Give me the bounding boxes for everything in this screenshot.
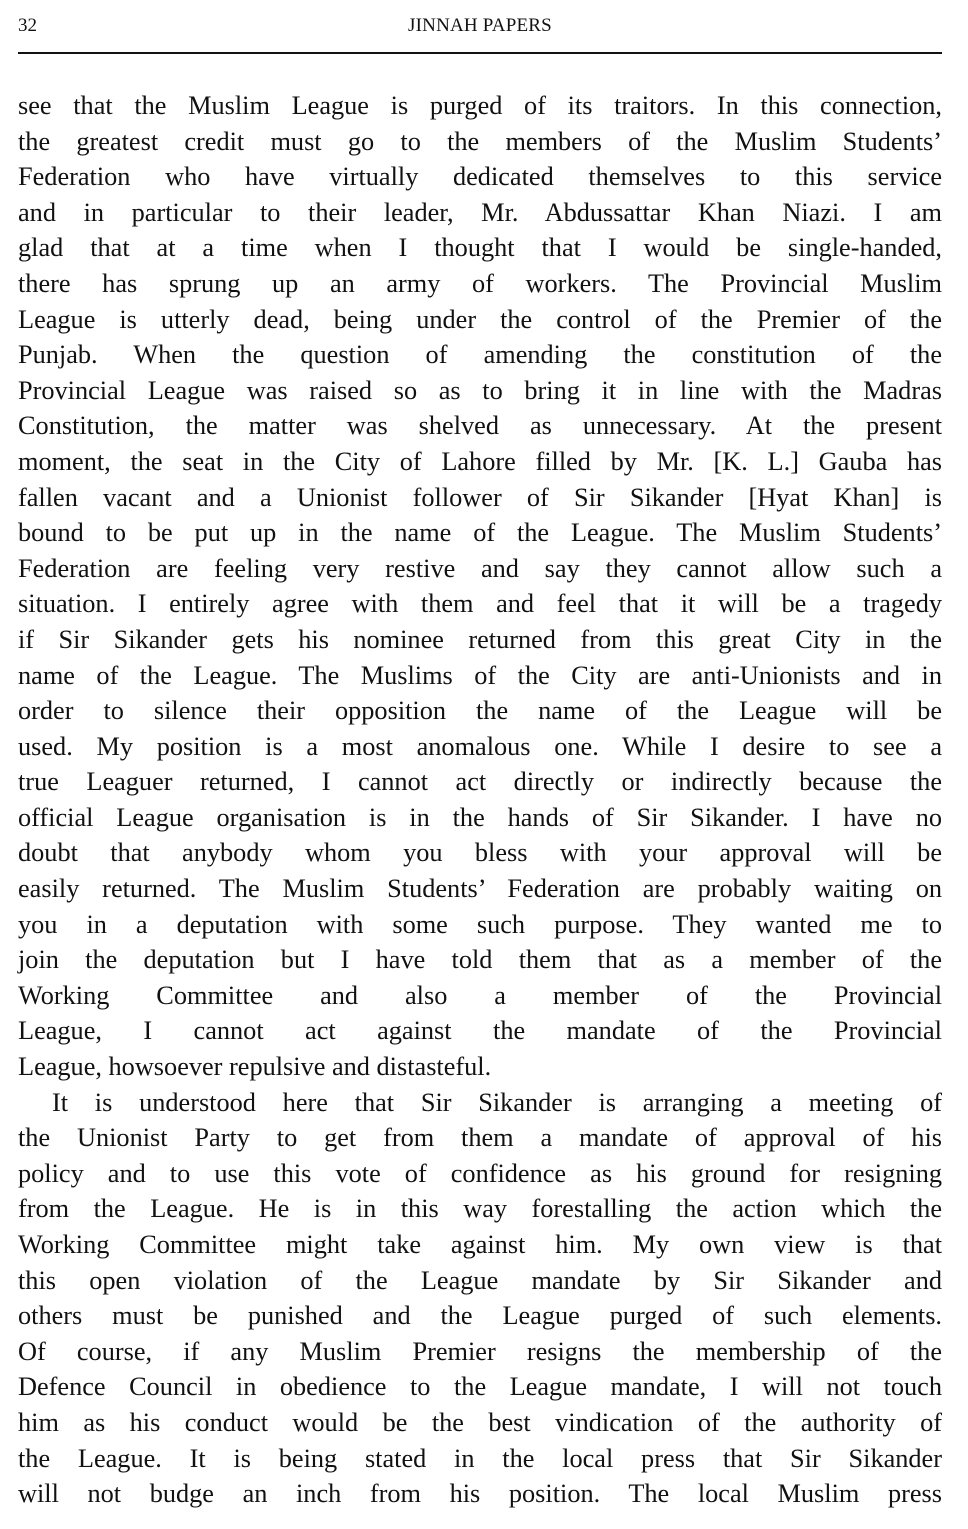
running-title: JINNAH PAPERS xyxy=(408,15,552,36)
text-line: Working Committee and also a member of the Provincial xyxy=(18,980,942,1010)
text-line: him as his conduct would be the best vindication of the authority of xyxy=(18,1407,942,1437)
paragraph-2 xyxy=(18,1085,942,1512)
text-line: fallen vacant and a Unionist follower of Sir Sikander [Hyat Khan] is xyxy=(18,482,942,512)
text-line: Federation who have virtually dedicated themselves to this service xyxy=(18,162,942,192)
text-line: doubt that anybody whom you bless with your approval will be xyxy=(18,838,942,868)
text-line: League is utterly dead, being under the control of the Premier of the xyxy=(18,304,942,334)
text-line: League, howsoever repulsive and distasteful. xyxy=(18,1052,492,1082)
page-header xyxy=(18,12,942,42)
text-line: the League. It is being stated in the local press that Sir Sikander xyxy=(18,1443,942,1473)
text-line: you in a deputation with some such purpose. They wanted me to xyxy=(18,909,942,939)
text-line: It is understood here that Sir Sikander is arranging a meeting of xyxy=(52,1087,942,1117)
text-line: order to silence their opposition the name of the League will be xyxy=(18,696,942,726)
text-line: name of the League. The Muslims of the City are anti-Unionists and in xyxy=(18,660,942,690)
text-line: will not budge an inch from his position. The local Muslim press xyxy=(18,1479,942,1509)
paragraph-1 xyxy=(18,88,942,1085)
text-line: join the deputation but I have told them that as a member of the xyxy=(18,945,942,975)
text-line: bound to be put up in the name of the League. The Muslim Students’ xyxy=(18,518,942,548)
text-line: there has sprung up an army of workers. The Provincial Muslim xyxy=(18,268,942,298)
text-line: and in particular to their leader, Mr. Abdussattar Khan Niazi. I am xyxy=(18,197,942,227)
text-line: Working Committee might take against him. My own view is that xyxy=(18,1230,942,1259)
text-line: this open violation of the League mandate by Sir Sikander and xyxy=(18,1265,942,1295)
text-line: Defence Council in obedience to the League mandate, I will not touch xyxy=(18,1372,942,1402)
body-text xyxy=(18,88,942,1512)
text-line: true Leaguer returned, I cannot act directly or indirectly because the xyxy=(18,767,942,797)
text-line: others must be punished and the League purged of such elements. xyxy=(18,1301,942,1331)
text-line: the Unionist Party to get from them a mandate of approval of his xyxy=(18,1123,942,1153)
text-line: easily returned. The Muslim Students’ Federation are probably waiting on xyxy=(18,874,942,904)
text-line: Of course, if any Muslim Premier resigns the membership of the xyxy=(18,1336,942,1366)
text-line: Provincial League was raised so as to bring it in line with the Madras xyxy=(18,375,942,405)
page-number: 32 xyxy=(18,15,37,36)
text-line: Punjab. When the question of amending the constitution of the xyxy=(18,340,942,370)
text-line: official League organisation is in the hands of Sir Sikander. I have no xyxy=(18,802,942,832)
text-line: League, I cannot act against the mandate of the Provincial xyxy=(18,1016,942,1046)
text-line: used. My position is a most anomalous one. While I desire to see a xyxy=(18,731,942,761)
text-line: if Sir Sikander gets his nominee returned from this great City in the xyxy=(18,624,942,654)
text-line: policy and to use this vote of confidence as his ground for resigning xyxy=(18,1158,942,1188)
text-line: situation. I entirely agree with them and feel that it will be a tragedy xyxy=(18,589,942,619)
text-line: Federation are feeling very restive and say they cannot allow such a xyxy=(18,553,942,583)
text-line: Constitution, the matter was shelved as unnecessary. At the present xyxy=(18,411,942,441)
header-rule xyxy=(18,52,942,54)
text-line: from the League. He is in this way forestalling the action which the xyxy=(18,1194,942,1224)
text-line: the greatest credit must go to the members of the Muslim Students’ xyxy=(18,126,942,156)
text-line: glad that at a time when I thought that I would be single-handed, xyxy=(18,233,942,263)
text-line: moment, the seat in the City of Lahore filled by Mr. [K. L.] Gauba has xyxy=(18,446,942,476)
text-line: see that the Muslim League is purged of its traitors. In this connection, xyxy=(18,91,942,120)
